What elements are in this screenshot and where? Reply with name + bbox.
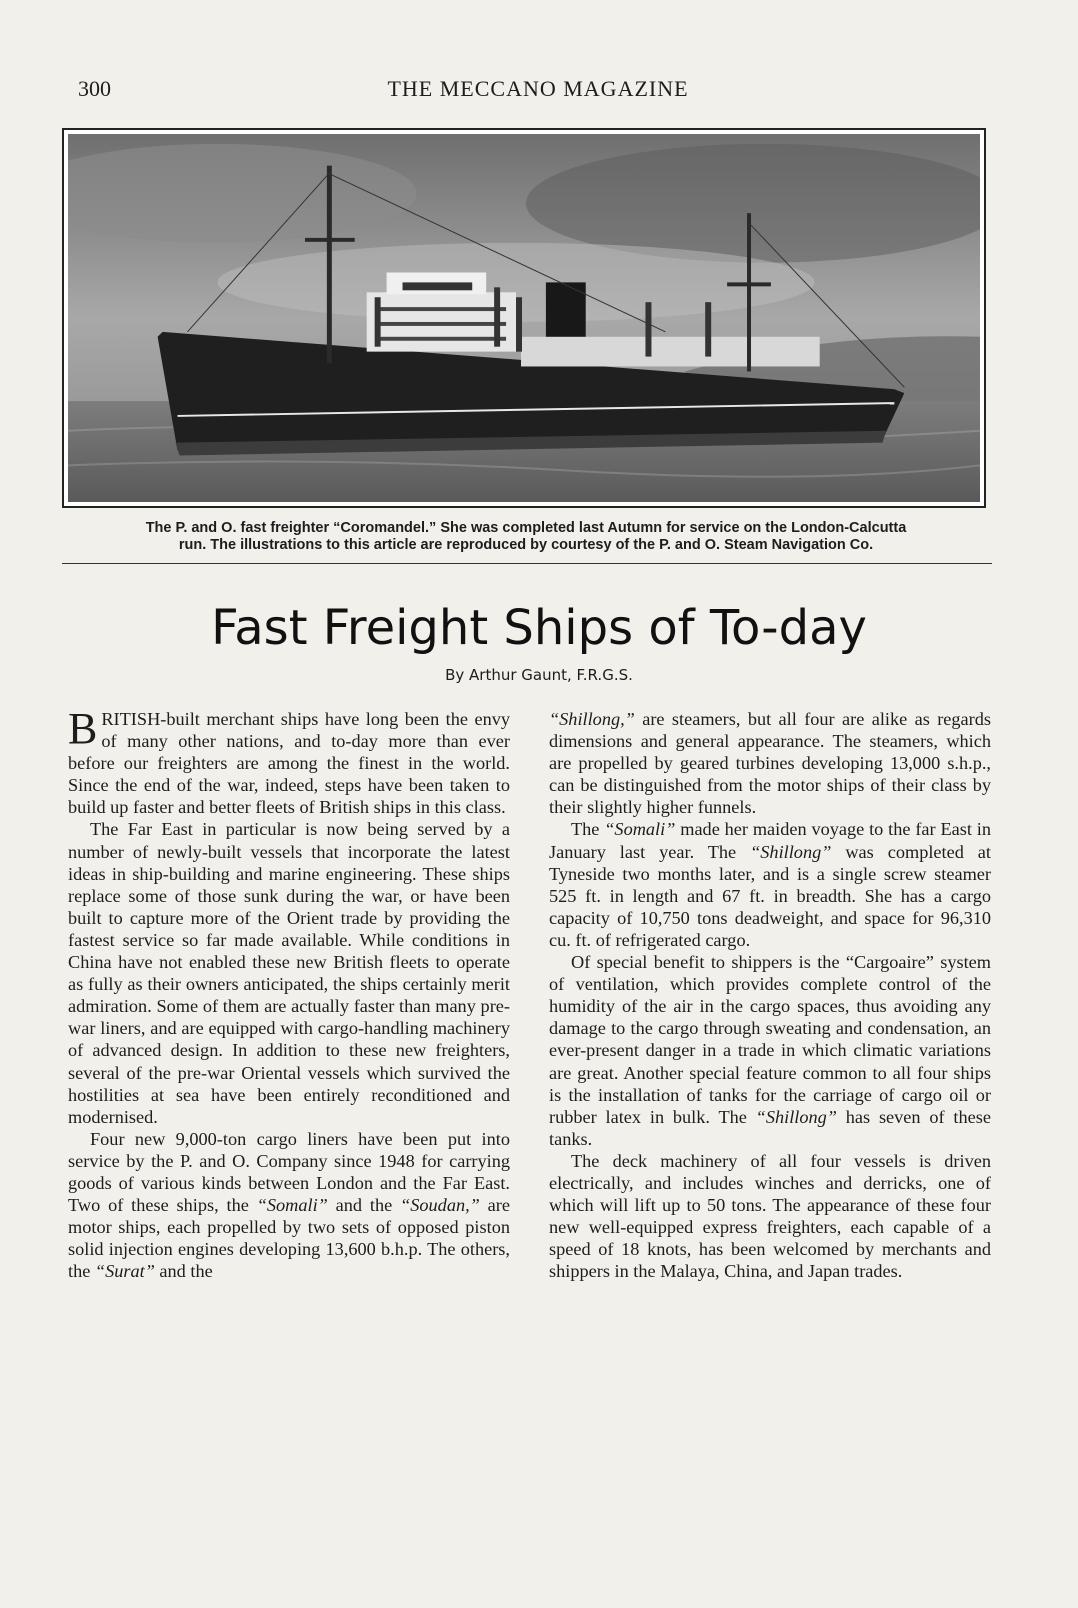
drop-cap: B	[68, 704, 98, 753]
paragraph-text: are steamers, but all four are alike as regards dimensions and general appearance. The steamers, which are propelled by geared turbines developing 13,000 s.h.p., can be distinguished from the motor ships of their class by their slightly higher funnels.	[549, 709, 991, 818]
ship-name: “Shillong,”	[549, 709, 635, 729]
ship-photo	[62, 128, 986, 508]
page-number: 300	[78, 76, 111, 101]
paragraph	[549, 951, 991, 1150]
article-title: Fast Freight Ships of To-day	[211, 600, 867, 656]
ship-name: “Shillong”	[755, 1106, 837, 1127]
caption-line-2: run. The illustrations to this article are reproduced by courtesy of the P. and O. Steam Navigation Co.	[178, 537, 874, 553]
paragraph-text: are motor ships, each propelled by two sets of opposed piston solid injection engines developing 13,600 b.h.p. The others, the	[68, 1195, 510, 1282]
page-header	[78, 76, 998, 106]
ship-name: “Soudan,”	[400, 1195, 480, 1216]
magazine-title: THE MECCANO MAGAZINE	[387, 76, 689, 101]
paragraph-text: and the	[327, 1195, 401, 1216]
paragraph-text: Four new 9,000-ton cargo liners have been put into service by the P. and O. Company since 1948 for carrying goods of various kinds between London and the Far East. Two of these ships, the	[68, 1128, 510, 1216]
article-column-right	[549, 708, 991, 1282]
paragraph-text: RITISH-built merchant ships have long been the envy of many other nations, and to-day more than ever before our freighters are among the finest in the world. Since the end of the war, indeed, steps have been taken to build up faster and better fleets of British ships in this class.	[68, 709, 510, 818]
paragraph	[68, 1128, 510, 1283]
paragraph-text: was completed at Tyneside two months later, and is a single screw steamer 525 ft. in length and 67 ft. in breadth. She has a cargo capacity of 10,750 tons deadweight, and space for 96,310 cu. ft. of refrigerated cargo.	[549, 841, 991, 950]
paragraph-text: has seven of these tanks.	[549, 1106, 991, 1149]
paragraph	[68, 704, 510, 818]
paragraph-text: Of special benefit to shippers is the “Cargoaire” system of ventilation, which provides complete control of the humidity of the air in the cargo spaces, thus avoiding any damage to the cargo through sweating and condensation, an ever-present danger in a trade in which climatic variations are great. Another special feature common to all four ships is the installation of tanks for the carriage of cargo oil or rubber latex in bulk. The	[549, 952, 991, 1127]
caption-line-1: The P. and O. fast freighter “Coromandel.” She was completed last Autumn for service on the London-Calcutta	[145, 520, 907, 536]
paragraph-text: The	[571, 819, 605, 840]
paragraph-text: and the	[154, 1261, 213, 1282]
paragraph: The Far East in particular is now being served by a number of newly-built vessels that incorporate the latest ideas in ship-building and marine engineering. These ships replace some of those sunk during the war, or have been built to capture more of the Orient trade by providing the fastest service so far made available. While conditions in China have not enabled these new British fleets to operate as fully as their owners anticipated, the ships certainly merit admiration. Some of them are actually faster than many pre-war liners, and are equipped with cargo-handling machinery of advanced design. In addition to these new freighters, several of the pre-war Oriental vessels which survived the hostilities at sea have been entirely reconditioned and modernised.	[68, 819, 510, 1127]
photo-caption	[56, 520, 996, 554]
ship-name: “Somali”	[256, 1195, 328, 1216]
ship-illustration	[68, 134, 980, 502]
paragraph	[549, 708, 991, 818]
ship-name: “Surat”	[94, 1261, 155, 1282]
ship-name: “Somali”	[604, 819, 676, 840]
paragraph-text: made her maiden voyage to the far East in January last year. The	[549, 819, 991, 862]
article-column-left	[68, 704, 510, 1282]
divider	[62, 563, 992, 564]
ship-name: “Shillong”	[750, 841, 832, 862]
paragraph: The deck machinery of all four vessels is driven electrically, and includes winches and derricks, one of which will lift up to 50 tons. The appearance of these four new well-equipped express freighters, each capable of a speed of 18 knots, has been welcomed by merchants and shippers in the Malaya, China, and Japan trades.	[549, 1150, 991, 1282]
paragraph	[549, 818, 991, 951]
article-byline: By Arthur Gaunt, F.R.G.S.	[445, 666, 633, 684]
